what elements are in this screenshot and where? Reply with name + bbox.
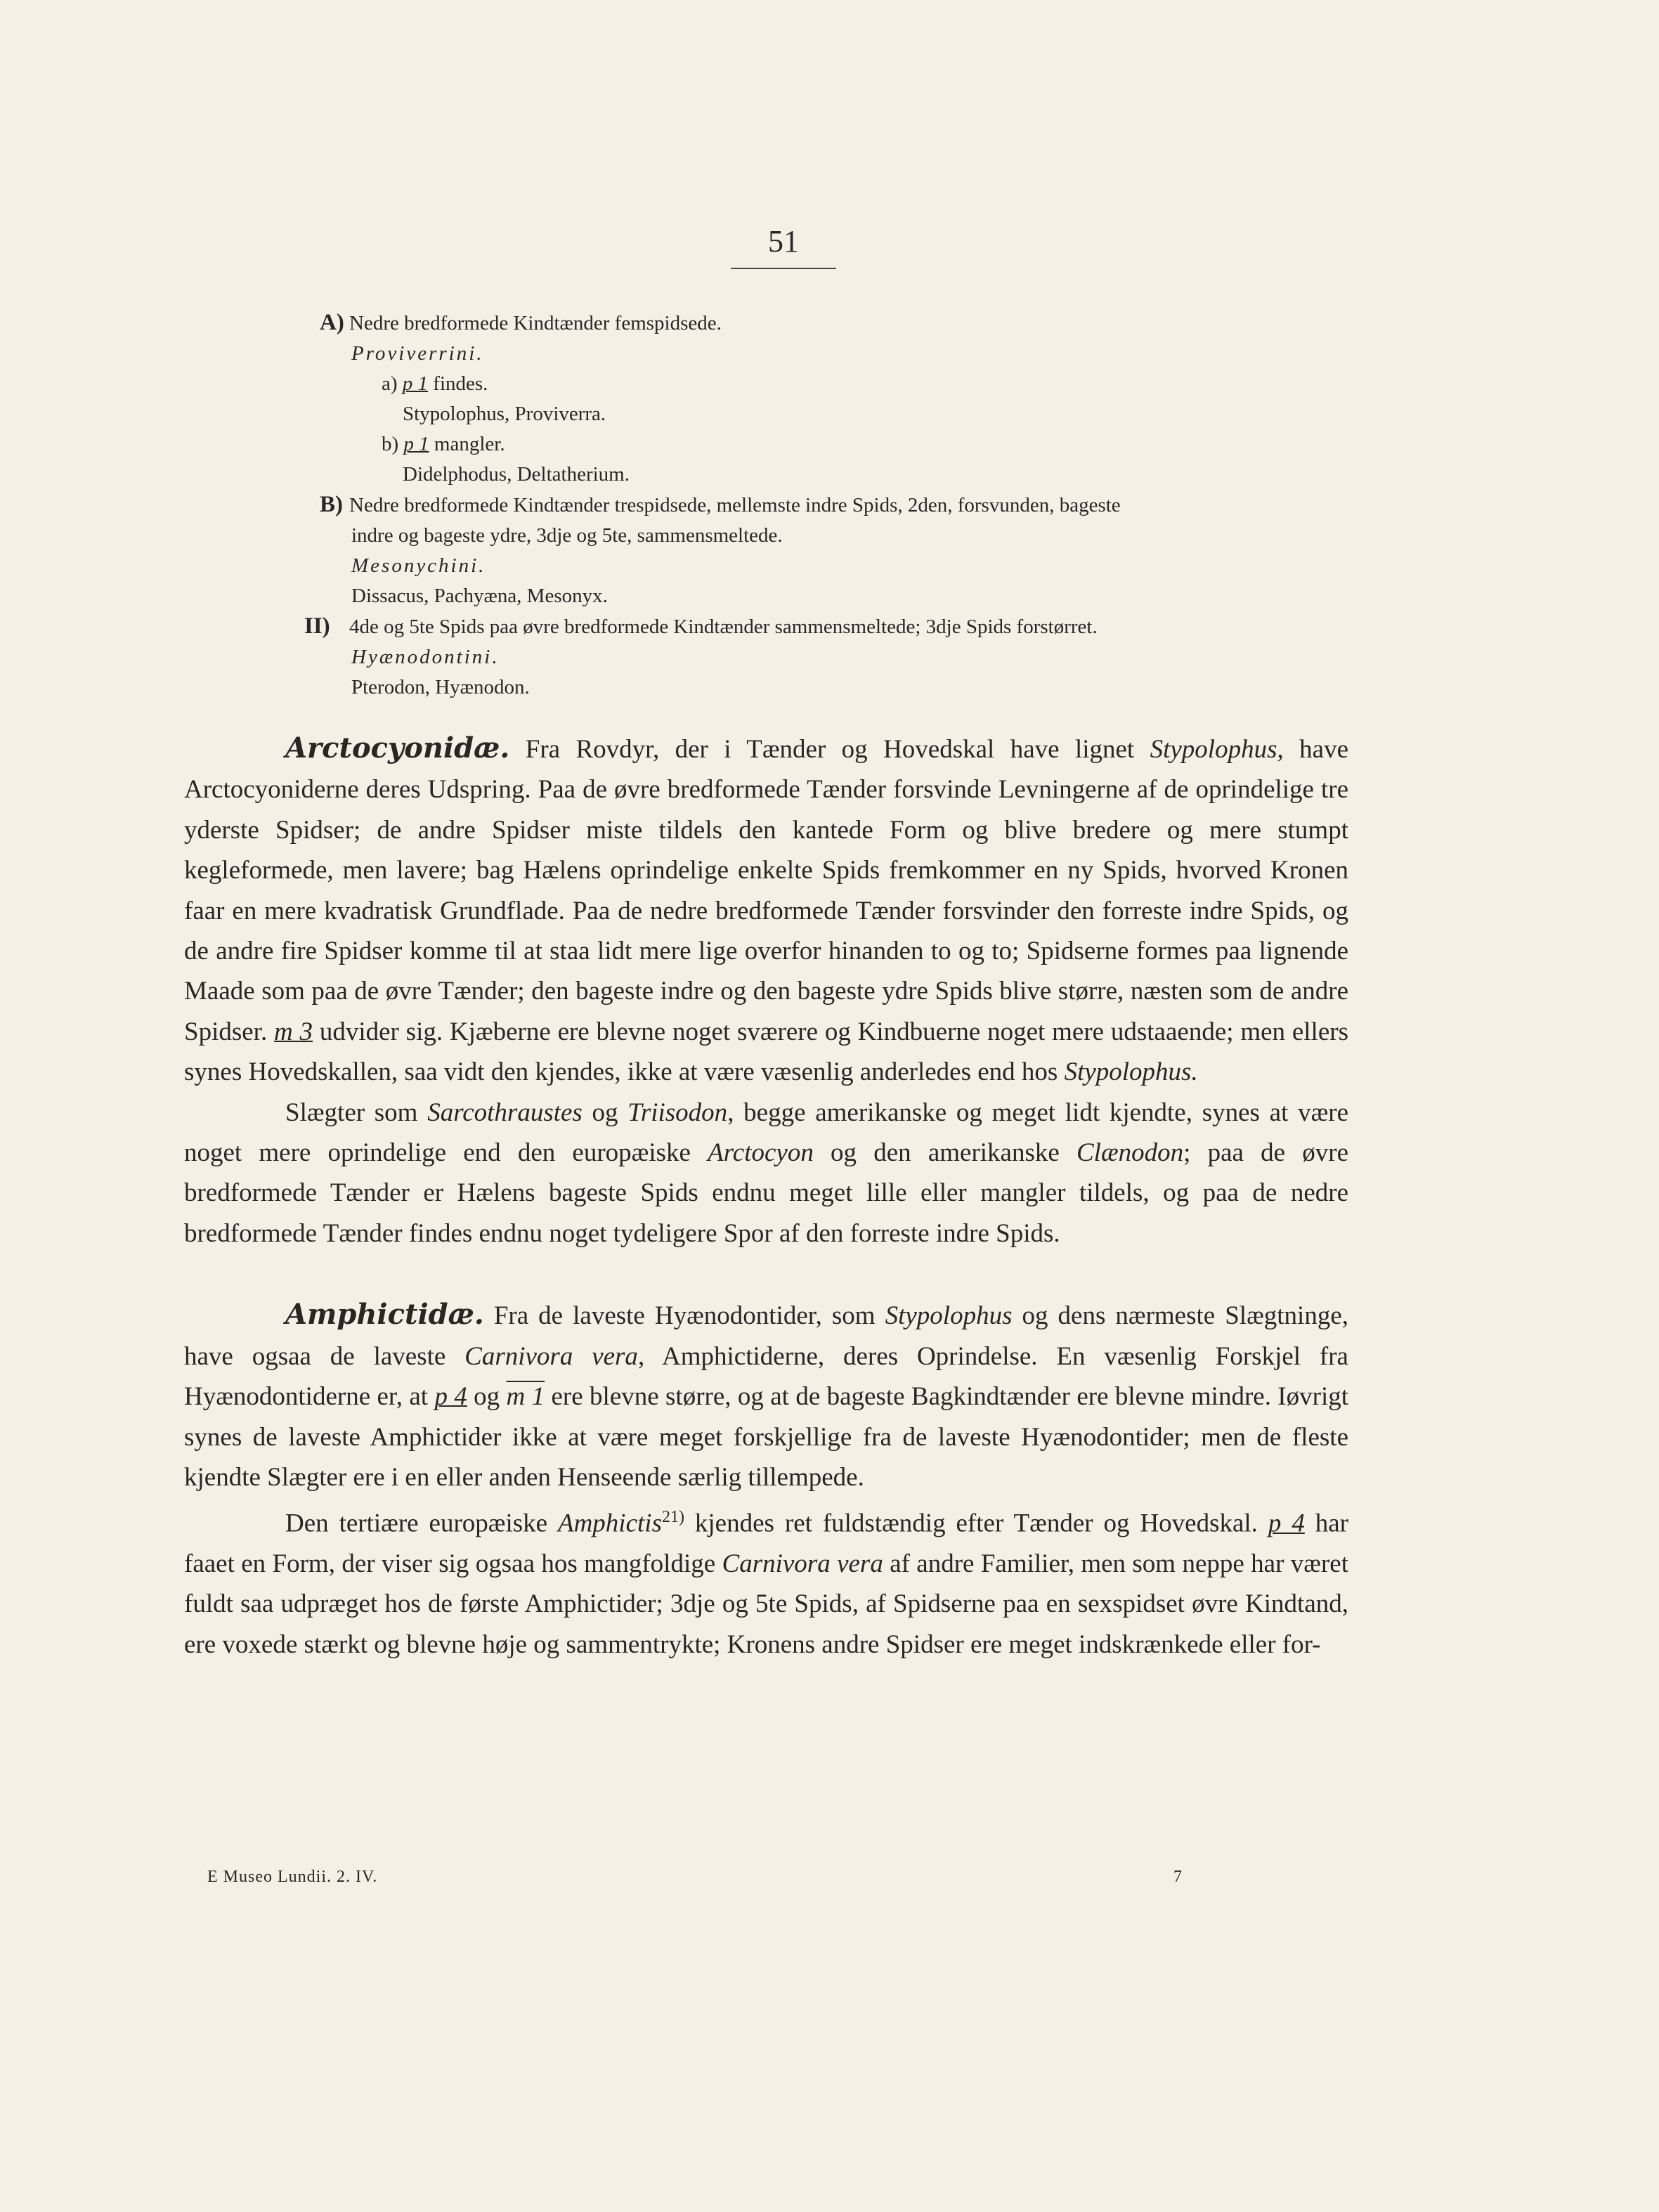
- outline-item-ii: [304, 611, 1339, 642]
- genera-list: Pterodon, Hyænodon.: [351, 676, 530, 698]
- tooth-symbol: p 1: [403, 433, 429, 455]
- outline-text-ii: 4de og 5te Spids paa øvre bredformede Kindtænder sammensmeltede; 3dje Spids forstørret.: [349, 616, 1098, 638]
- tooth-symbol: p 1: [402, 372, 429, 395]
- genera-list: Didelphodus, Deltatherium.: [403, 463, 630, 486]
- page-number: 51: [731, 223, 836, 269]
- outline-subitem-a: a) p 1 findes.: [382, 372, 488, 395]
- group-name-mesonychini: Mesonychini.: [351, 554, 486, 577]
- tooth-symbol: m 1: [506, 1382, 545, 1412]
- tooth-symbol: p 4: [1268, 1509, 1305, 1538]
- tooth-symbol: p 4: [434, 1382, 467, 1412]
- group-name-proviverrini: Proviverrini.: [351, 342, 484, 365]
- paragraph-amphictidae-1: Amphictidæ. Fra de laveste Hyænodontider, som Stypolophus og dens nærmeste Slægtninge, have ogsaa de laveste Carnivora vera, Amphictiderne, deres Oprindelse. En væsenlig Forskjel fra Hyænodontiderne er, at p 4 og m 1 ere blevne større, og at de bageste Bagkindtænder ere blevne mindre. Iøvrigt synes de laveste Amphictider ikke at være meget forskjellige fra de laveste Hyænodontider; men de fleste kjendte Slægter ere i en eller anden Henseende særlig tillempede.: [184, 1298, 1349, 1492]
- paragraph-arctocyonidae-2: Slægter som Sarcothraustes og Triisodon, begge amerikanske og meget lidt kjendte, synes at være noget mere oprindelige end den europæiske Arctocyon og den amerikanske Clænodon; paa de øvre bredformede Tænder er Hælens bageste Spids endnu meget lille eller mangler tildels, og paa de nedre bredformede Tænder findes endnu noget tydeligere Spor af den forreste indre Spids.: [184, 1098, 1348, 1248]
- footnote-reference: 21): [661, 1508, 684, 1527]
- outline-item-b: [320, 490, 1339, 521]
- section-heading-amphictidae: Amphictidæ.: [285, 1298, 484, 1332]
- outline-text-b: Nedre bredformede Kindtænder trespidsede, mellemste indre Spids, 2den, forsvunden, bageste: [349, 494, 1121, 516]
- outline-label-a: A): [320, 310, 344, 335]
- genera-list: Stypolophus, Proviverra.: [403, 403, 606, 425]
- paragraph-amphictidae-2: Den tertiære europæiske Amphictis$^{21)}$ kjendes ret fuldstændig efter Tænder og Hovedskal. p 4 har faaet en Form, der viser sig ogsaa hos mangfoldige Carnivora vera af andre Familier, men som neppe har været fuldt saa udpræget hos de første Amphictider; 3dje og 5te Spids, af Spidserne paa en sexspidset øvre Kindtand, ere voxede stærkt og blevne høje og sammentrykte; Kronens andre Spidser ere meget indskrænkede eller for-: [184, 1508, 1348, 1659]
- footer-sheet-number: 7: [1173, 1868, 1183, 1886]
- outline-text-a: Nedre bredformede Kindtænder femspidsede.: [349, 312, 722, 334]
- genera-list: Dissacus, Pachyæna, Mesonyx.: [351, 585, 608, 607]
- tooth-symbol: m 3: [274, 1017, 313, 1046]
- classification-outline: A) Nedre bredformede Kindtænder femspidsede. Proviverrini. a) p 1 findes. Stypolophus, Proviverra. b) p 1 mangler. Didelphodus, Deltatherium. B) Nedre bredformede Kindtænder trespidsede, mellemste indre Spids, 2den, forsvunden, bageste indre og bageste ydre, 3dje og 5te, sammensmeltede. Mesonychini. Dissacus, Pachyæna, Mesonyx. II) 4de og 5te Spids paa øvre bredformede Kindtænder sammensmeltede; 3dje Spids forstørret. Hyænodontini. Pterodon, Hyænodon.: [320, 308, 1339, 703]
- outline-label-b: B): [320, 492, 343, 517]
- paragraph-arctocyonidae-1: Arctocyonidæ. Fra Rovdyr, der i Tænder og Hovedskal have lignet Stypolophus, have Arctocyoniderne deres Udspring. Paa de øvre bredformede Tænder forsvinde Levningerne af de oprindelige tre yderste Spidser; de andre Spidser miste tildels den kantede Form og blive bredere og mere stumpt kegleformede, men lavere; bag Hælens oprindelige enkelte Spids fremkommer en ny Spids, hvorved Kronen faar en mere kvadratisk Grundflade. Paa de nedre bredformede Tænder forsvinder den forreste indre Spids, og de andre fire Spidser komme til at staa lidt mere lige overfor hinanden to og to; Spidserne formes paa lignende Maade som paa de øvre Tænder; den bageste indre og den bageste ydre Spids blive større, næsten som de andre Spidser. m 3 udvider sig. Kjæberne ere blevne noget sværere og Kindbuerne noget mere udstaaende; men ellers synes Hovedskallen, saa vidt den kjendes, ikke at være væsenlig anderledes end hos Stypolophus.: [184, 731, 1348, 1087]
- footer-signature: E Museo Lundii. 2. IV.: [207, 1868, 378, 1886]
- outline-subitem-b: b) p 1 mangler.: [382, 433, 505, 455]
- section-heading-arctocyonidae: Arctocyonidæ.: [285, 731, 510, 765]
- outline-label-ii: II): [304, 613, 330, 639]
- group-name-hyaenodontini: Hyænodontini.: [351, 646, 500, 668]
- main-text: [184, 728, 1348, 1665]
- outline-item-a: [320, 308, 1339, 339]
